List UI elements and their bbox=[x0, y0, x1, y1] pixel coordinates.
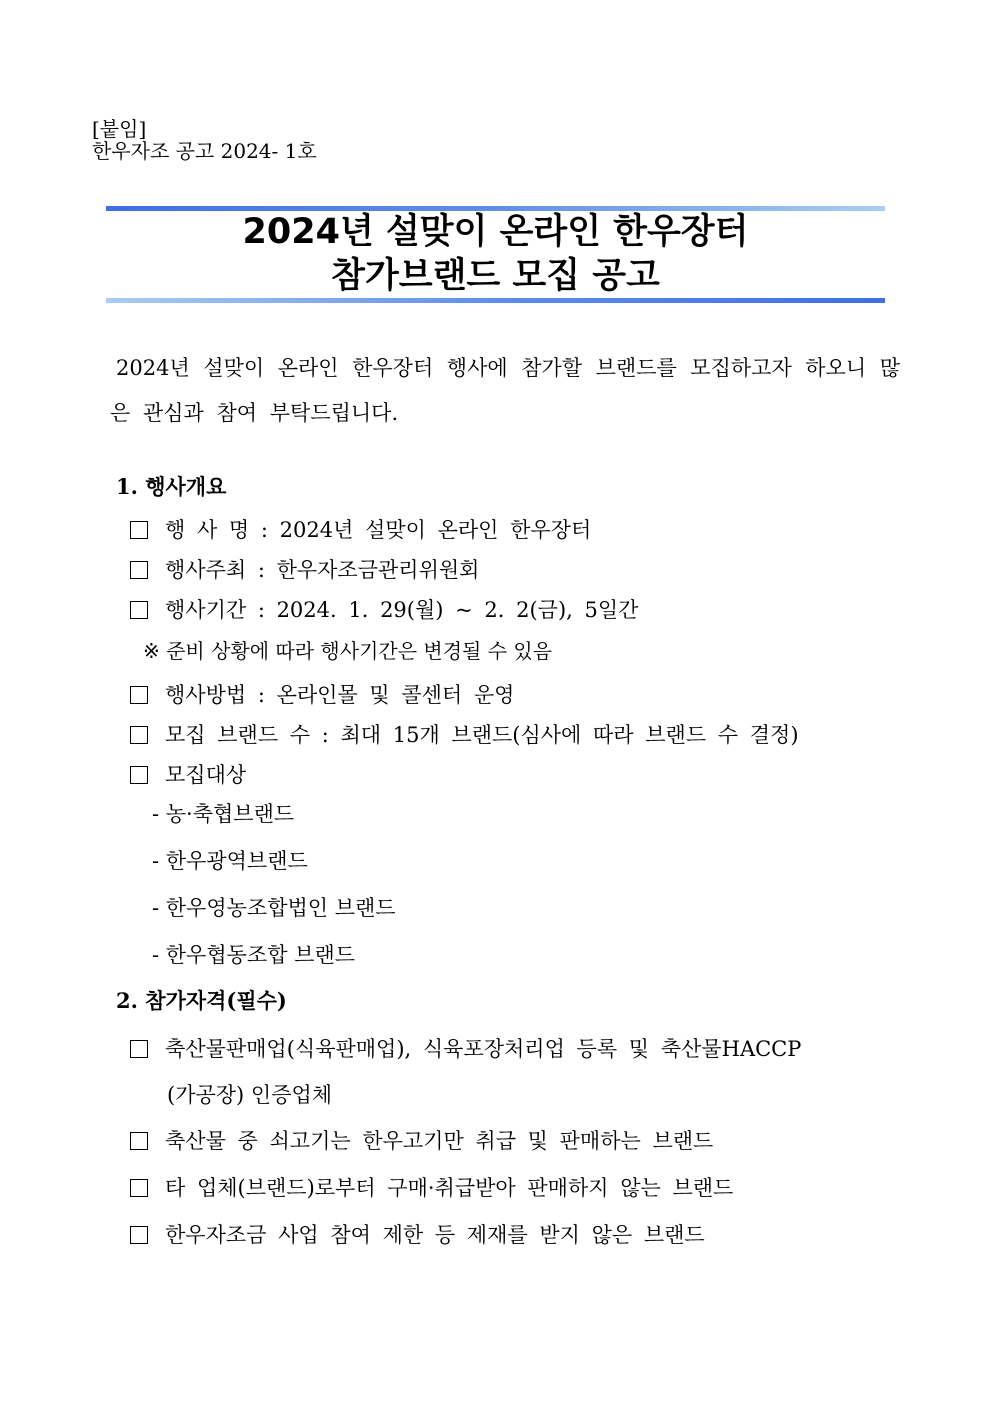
checkbox-icon bbox=[130, 521, 148, 539]
overview-item-host: 행사주최 : 한우자조금관리위원회 bbox=[130, 557, 479, 583]
target-item: - 농·축협브랜드 bbox=[152, 802, 295, 826]
target-item: - 한우영농조합법인 브랜드 bbox=[152, 896, 396, 920]
period-note: ※ 준비 상황에 따라 행사기간은 변경될 수 있음 bbox=[143, 639, 553, 663]
checkbox-icon bbox=[130, 726, 148, 744]
eligibility-item-license-cont: (가공장) 인증업체 bbox=[167, 1083, 333, 1107]
overview-item-target: 모집대상 bbox=[130, 762, 246, 788]
overview-item-event-name: 행 사 명 : 2024년 설맞이 온라인 한우장터 bbox=[130, 517, 591, 543]
eligibility-item-license: 축산물판매업(식육판매업), 식육포장처리업 등록 및 축산물HACCP bbox=[130, 1036, 801, 1062]
checkbox-icon bbox=[130, 1226, 148, 1244]
checkbox-icon bbox=[130, 1132, 148, 1150]
checkbox-icon bbox=[130, 601, 148, 619]
attachment-label: [붙임] bbox=[92, 117, 147, 141]
notice-number: 한우자조 공고 2024- 1호 bbox=[92, 139, 317, 163]
checkbox-icon bbox=[130, 686, 148, 704]
section-heading-eligibility: 2. 참가자격(필수) bbox=[116, 988, 287, 1013]
overview-item-brand-count: 모집 브랜드 수 : 최대 15개 브랜드(심사에 따라 브랜드 수 결정) bbox=[130, 722, 799, 748]
checkbox-icon bbox=[130, 766, 148, 784]
eligibility-item-hanwoo-only: 축산물 중 쇠고기는 한우고기만 취급 및 판매하는 브랜드 bbox=[130, 1128, 713, 1154]
intro-paragraph: 2024년 설맞이 온라인 한우장터 행사에 참가할 브랜드를 모집하고자 하오니 많은 관심과 참여 부탁드립니다. bbox=[110, 356, 900, 425]
checkbox-icon bbox=[130, 561, 148, 579]
page-title-line2: 참가브랜드 모집 공고 bbox=[331, 256, 660, 296]
checkbox-icon bbox=[130, 1179, 148, 1197]
target-item: - 한우협동조합 브랜드 bbox=[152, 943, 356, 967]
eligibility-item-no-sanction: 한우자조금 사업 참여 제한 등 제재를 받지 않은 브랜드 bbox=[130, 1222, 705, 1248]
section-heading-overview: 1. 행사개요 bbox=[116, 474, 227, 499]
overview-item-period: 행사기간 : 2024. 1. 29(월) ~ 2. 2(금), 5일간 bbox=[130, 597, 638, 623]
overview-item-method: 행사방법 : 온라인몰 및 콜센터 운영 bbox=[130, 682, 514, 708]
title-bottom-rule bbox=[106, 298, 885, 303]
eligibility-item-no-resale: 타 업체(브랜드)로부터 구매·취급받아 판매하지 않는 브랜드 bbox=[130, 1175, 733, 1201]
page-title-line1: 2024년 설맞이 온라인 한우장터 bbox=[242, 212, 749, 252]
target-item: - 한우광역브랜드 bbox=[152, 849, 308, 873]
checkbox-icon bbox=[130, 1040, 148, 1058]
